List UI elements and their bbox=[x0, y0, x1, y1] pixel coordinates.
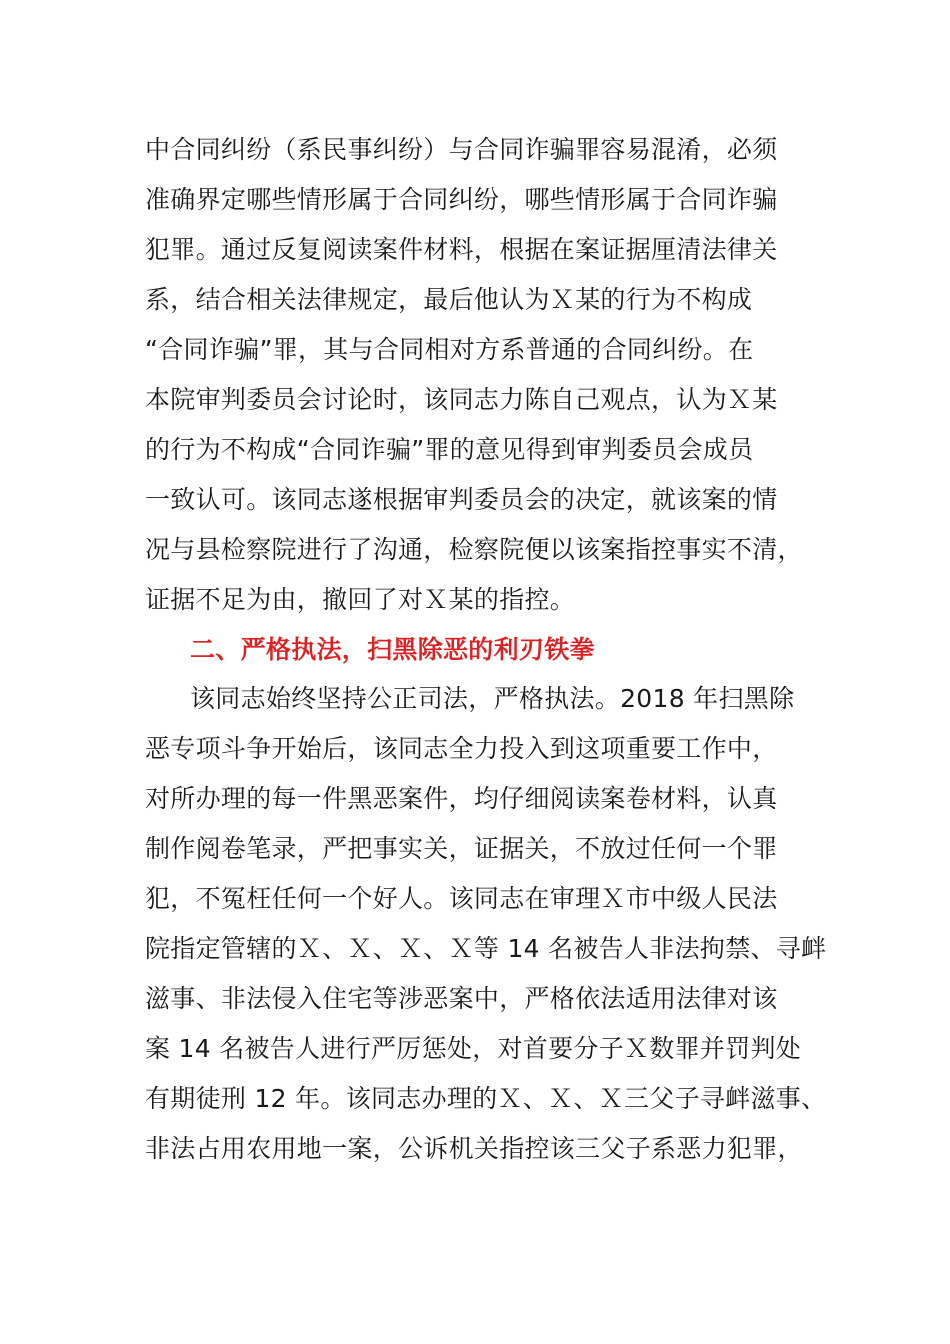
text-line-18: 滋事、非法侵入住宅等涉恶案中，严格依法适用法律对该 bbox=[145, 984, 778, 1013]
text-line-15: 制作阅卷笔录，严把事实关，证据关，不放过任何一个罪 bbox=[145, 834, 778, 863]
text-line-20: 有期徒刑 12 年。该同志办理的Ｘ、Ｘ、Ｘ三父子寻衅滋事、 bbox=[145, 1084, 827, 1113]
text-line-5: “合同诈骗”罪，其与合同相对方系普通的合同纠纷。在 bbox=[145, 335, 754, 364]
text-line-14: 对所办理的每一件黑恶案件，均仔细阅读案卷材料，认真 bbox=[145, 784, 778, 813]
text-line-16: 犯，不冤枉任何一个好人。该同志在审理Ｘ市中级人民法 bbox=[145, 884, 778, 913]
text-line-17: 院指定管辖的Ｘ、Ｘ、Ｘ、Ｘ等 14 名被告人非法拘禁、寻衅 bbox=[145, 934, 827, 963]
text-line-10: 证据不足为由，撤回了对Ｘ某的指控。 bbox=[145, 585, 576, 614]
text-line-3: 犯罪。通过反复阅读案件材料，根据在案证据厘清法律关 bbox=[145, 235, 778, 264]
text-line-1: 中合同纠纷（系民事纠纷）与合同诈骗罪容易混淆，必须 bbox=[145, 135, 778, 164]
text-line-19: 案 14 名被告人进行严厉惩处，对首要分子Ｘ数罪并罚判处 bbox=[145, 1034, 802, 1063]
text-line-2: 准确界定哪些情形属于合同纠纷，哪些情形属于合同诈骗 bbox=[145, 185, 778, 214]
text-line-13: 恶专项斗争开始后，该同志全力投入到这项重要工作中， bbox=[145, 734, 778, 763]
text-line-21: 非法占用农用地一案，公诉机关指控该三父子系恶力犯罪， bbox=[145, 1134, 803, 1163]
text-line-6: 本院审判委员会讨论时，该同志力陈自己观点，认为Ｘ某 bbox=[145, 385, 778, 414]
text-line-12: 该同志始终坚持公正司法，严格执法。2018 年扫黑除 bbox=[190, 684, 795, 713]
section-heading: 二、严格执法，扫黑除恶的利刃铁拳 bbox=[190, 635, 595, 664]
text-line-9: 况与县检察院进行了沟通，检察院便以该案指控事实不清， bbox=[145, 535, 803, 564]
text-line-7: 的行为不构成“合同诈骗”罪的意见得到审判委员会成员 bbox=[145, 435, 754, 464]
text-line-8: 一致认可。该同志遂根据审判委员会的决定，就该案的情 bbox=[145, 485, 778, 514]
text-line-4: 系，结合相关法律规定，最后他认为Ｘ某的行为不构成 bbox=[145, 285, 753, 314]
